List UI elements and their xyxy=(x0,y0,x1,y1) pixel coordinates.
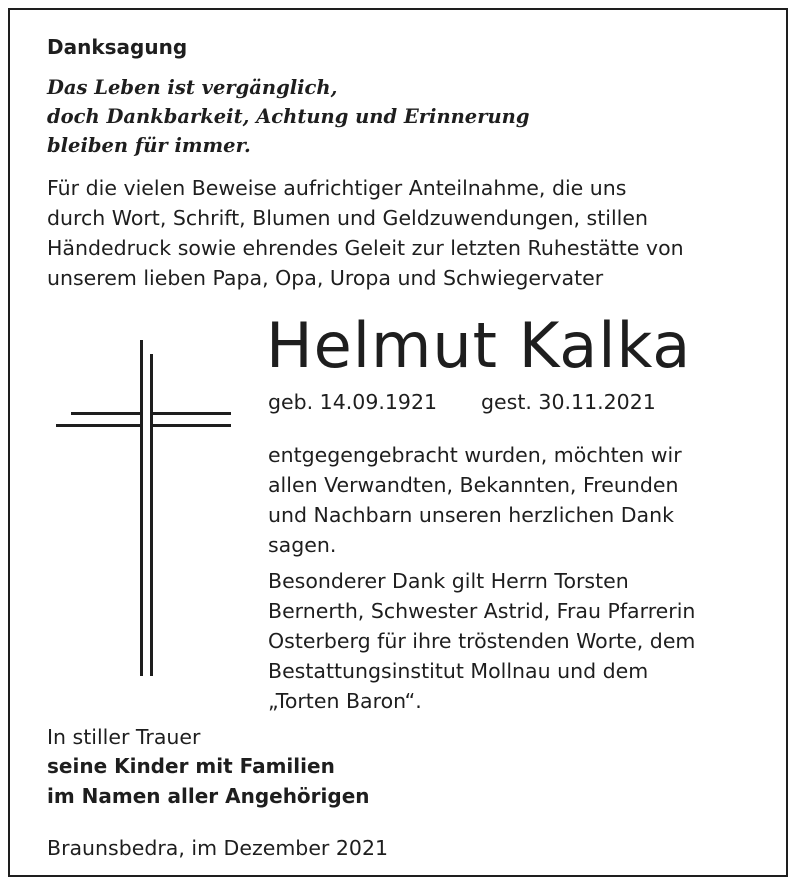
motto-line: Das Leben ist vergänglich, xyxy=(47,76,338,99)
special-thanks-line: Bestattungsinstitut Mollnau und dem xyxy=(268,659,649,683)
notice-heading: Danksagung xyxy=(47,35,188,59)
intro-line: Für die vielen Beweise aufrichtiger Anteilnahme, die uns xyxy=(47,176,627,200)
motto-line: bleiben für immer. xyxy=(47,134,251,157)
motto xyxy=(47,73,529,160)
life-dates xyxy=(268,388,656,416)
thanks-line: sagen. xyxy=(268,533,337,557)
mourning-line: In stiller Trauer xyxy=(47,725,201,749)
thanks-line: und Nachbarn unseren herzlichen Dank xyxy=(268,503,674,527)
place-and-date: Braunsbedra, im Dezember 2021 xyxy=(47,836,389,860)
special-thanks-line: Osterberg für ihre tröstenden Worte, dem xyxy=(268,629,696,653)
thanks-line: allen Verwandten, Bekannten, Freunden xyxy=(268,473,679,497)
death-date: gest. 30.11.2021 xyxy=(481,390,656,414)
special-thanks-line: „Torten Baron“. xyxy=(268,689,422,713)
thanks-line: entgegengebracht wurden, möchten wir xyxy=(268,443,682,467)
special-thanks-paragraph xyxy=(268,566,695,716)
special-thanks-line: Bernerth, Schwester Astrid, Frau Pfarrerin xyxy=(268,599,696,623)
family-line: im Namen aller Angehörigen xyxy=(47,784,370,808)
intro-line: durch Wort, Schrift, Blumen und Geldzuwendungen, stillen xyxy=(47,206,648,230)
signature-family xyxy=(47,751,370,811)
intro-paragraph xyxy=(47,173,684,293)
special-thanks-line: Besonderer Dank gilt Herrn Torsten xyxy=(268,569,629,593)
birth-date: geb. 14.09.1921 xyxy=(268,390,438,414)
deceased-name: Helmut Kalka xyxy=(266,309,692,382)
motto-line: doch Dankbarkeit, Achtung und Erinnerung xyxy=(47,105,530,128)
cross-icon xyxy=(56,340,236,680)
thanks-paragraph xyxy=(268,440,682,560)
intro-line: Händedruck sowie ehrendes Geleit zur letzten Ruhestätte von xyxy=(47,236,684,260)
intro-line: unserem lieben Papa, Opa, Uropa und Schwiegervater xyxy=(47,266,604,290)
family-line: seine Kinder mit Familien xyxy=(47,754,335,778)
